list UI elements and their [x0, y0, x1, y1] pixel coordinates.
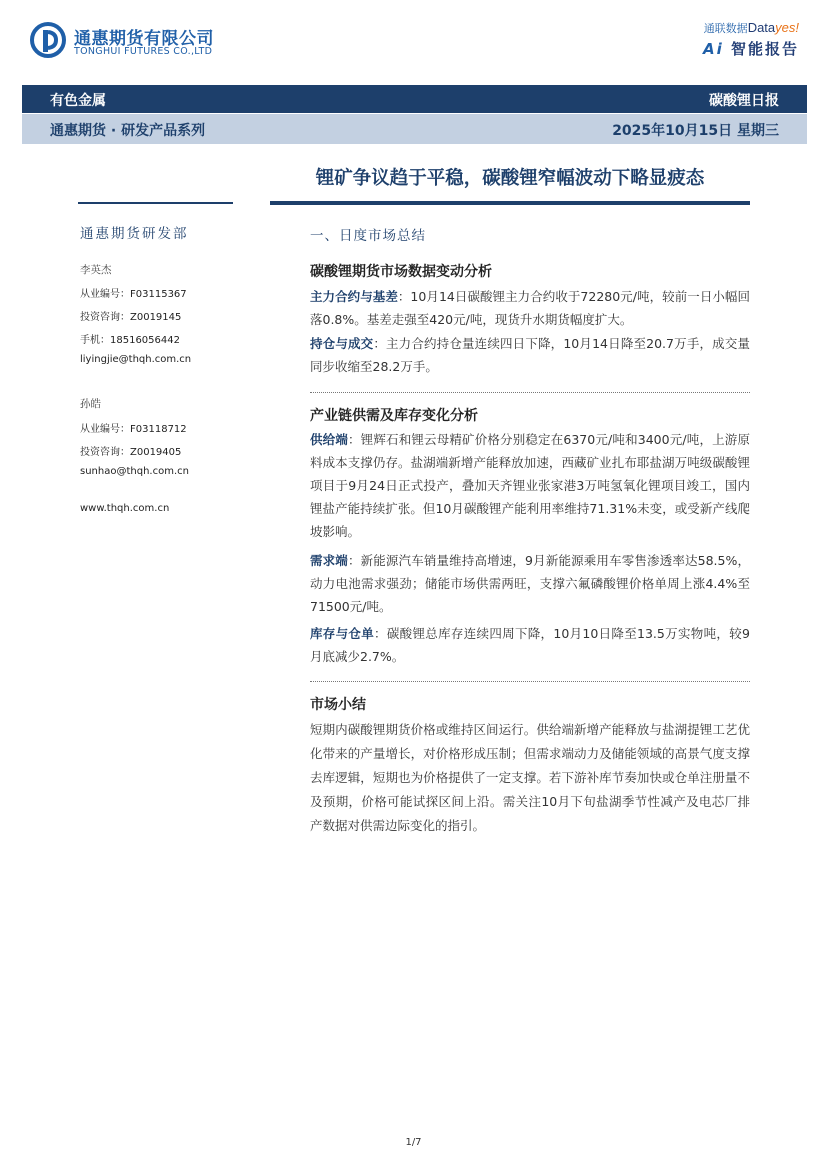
analyst-advisory: 投资咨询：Z0019145 [80, 312, 182, 323]
datayes-cn: 通联数据 [703, 22, 748, 35]
series-label: 通惠期货 · 研发产品系列 [50, 123, 206, 139]
block1-paragraph-2 [310, 332, 750, 378]
section-divider [310, 681, 750, 682]
section-divider [310, 392, 750, 393]
paragraph-label: 主力合约与基差 [310, 289, 398, 304]
datayes-logo [704, 20, 799, 36]
paragraph-label: 持仓与成交 [310, 336, 374, 351]
paragraph-text: ：锂辉石和锂云母精矿价格分别稳定在6370元/吨和3400元/吨，上游原料成本支撑仍存。盐湖端新增产能释放加速，西藏矿业扎布耶盐湖万吨级碳酸锂项目于9月24日正式投产，叠加天齐锂业张家港3万吨氢氧化锂项目竣工，国内锂盐产能持续扩张。但10月碳酸锂产能利用率维持71.31%未变，或受新产线爬坡影响。 [310, 432, 750, 539]
analyst-name: 李英杰 [80, 264, 112, 276]
paragraph-text: ：10月14日碳酸锂主力合约收于72280元/吨，较前一日小幅回落0.8%。基差走强至420元/吨，现货升水期货幅度扩大。 [310, 289, 750, 327]
analyst-license: 从业编号：F03118712 [80, 424, 187, 435]
company-logo-icon [30, 22, 66, 58]
section-title: 一、日度市场总结 [310, 228, 426, 244]
block2-paragraph-1 [310, 428, 750, 543]
paragraph-label: 需求端 [310, 553, 348, 568]
analyst-name: 孙皓 [80, 398, 101, 410]
category-label: 有色金属 [50, 93, 106, 109]
report-title: 锂矿争议趋于平稳，碳酸锂窄幅波动下略显疲态 [315, 168, 705, 189]
page-number: 1/7 [405, 1137, 422, 1148]
block3-title: 市场小结 [310, 697, 366, 713]
analyst-phone: 手机：18516056442 [80, 335, 180, 346]
research-dept: 通惠期货研发部 [80, 226, 189, 242]
paragraph-text: ：主力合约持仓量连续四日下降，10月14日降至20.7万手，成交量同步收缩至28.2万手。 [310, 336, 750, 374]
block2-paragraph-3 [310, 622, 750, 668]
ai-report-text: 智能报告 [730, 40, 799, 58]
company-website-link[interactable]: www.thqh.com.cn [80, 503, 170, 514]
analyst-license: 从业编号：F03115367 [80, 289, 187, 300]
paragraph-label: 供给端 [310, 432, 349, 447]
ai-mark: Ai [702, 40, 724, 58]
analyst-email[interactable]: sunhao@thqh.com.cn [80, 466, 189, 477]
datayes-yes: yes! [775, 20, 799, 35]
paragraph-text: ：新能源汽车销量维持高增速，9月新能源乘用车零售渗透率达58.5%，动力电池需求强劲；储能市场供需两旺，支撑六氟磷酸锂价格单周上涨4.4%至71500元/吨。 [310, 553, 750, 614]
analyst-advisory: 投资咨询：Z0019405 [80, 447, 182, 458]
sidebar-rule [78, 202, 233, 204]
report-date: 2025年10月15日 星期三 [612, 123, 779, 139]
report-type-label: 碳酸锂日报 [709, 93, 779, 109]
paragraph-text: ：碳酸锂总库存连续四周下降，10月10日降至13.5万实物吨，较9月底减少2.7%。 [310, 626, 750, 664]
category-band [22, 85, 807, 113]
analyst-email[interactable]: liyingjie@thqh.com.cn [80, 354, 192, 365]
block1-title: 碳酸锂期货市场数据变动分析 [310, 264, 492, 280]
market-summary-text: 短期内碳酸锂期货价格或维持区间运行。供给端新增产能释放与盐湖提锂工艺优化带来的产量增长，对价格形成压制；但需求端动力及储能领域的高景气度支撑去库逻辑，短期也为价格提供了一定支撑。若下游补库节奏加快或仓单注册量不及预期，价格可能试探区间上沿。需关注10月下旬盐湖季节性减产及电芯厂排产数据对供需边际变化的指引。 [310, 722, 750, 833]
paragraph-label: 库存与仓单 [310, 626, 375, 641]
company-name-cn: 通惠期货有限公司 [74, 29, 214, 49]
datayes-en: Data [747, 20, 776, 35]
block2-paragraph-2 [310, 549, 750, 618]
ai-report-logo [703, 38, 799, 59]
block2-title: 产业链供需及库存变化分析 [310, 408, 478, 424]
title-rule [270, 201, 750, 205]
company-name-en: TONGHUI FUTURES CO.,LTD [74, 46, 213, 57]
block1-paragraph-1 [310, 285, 750, 331]
